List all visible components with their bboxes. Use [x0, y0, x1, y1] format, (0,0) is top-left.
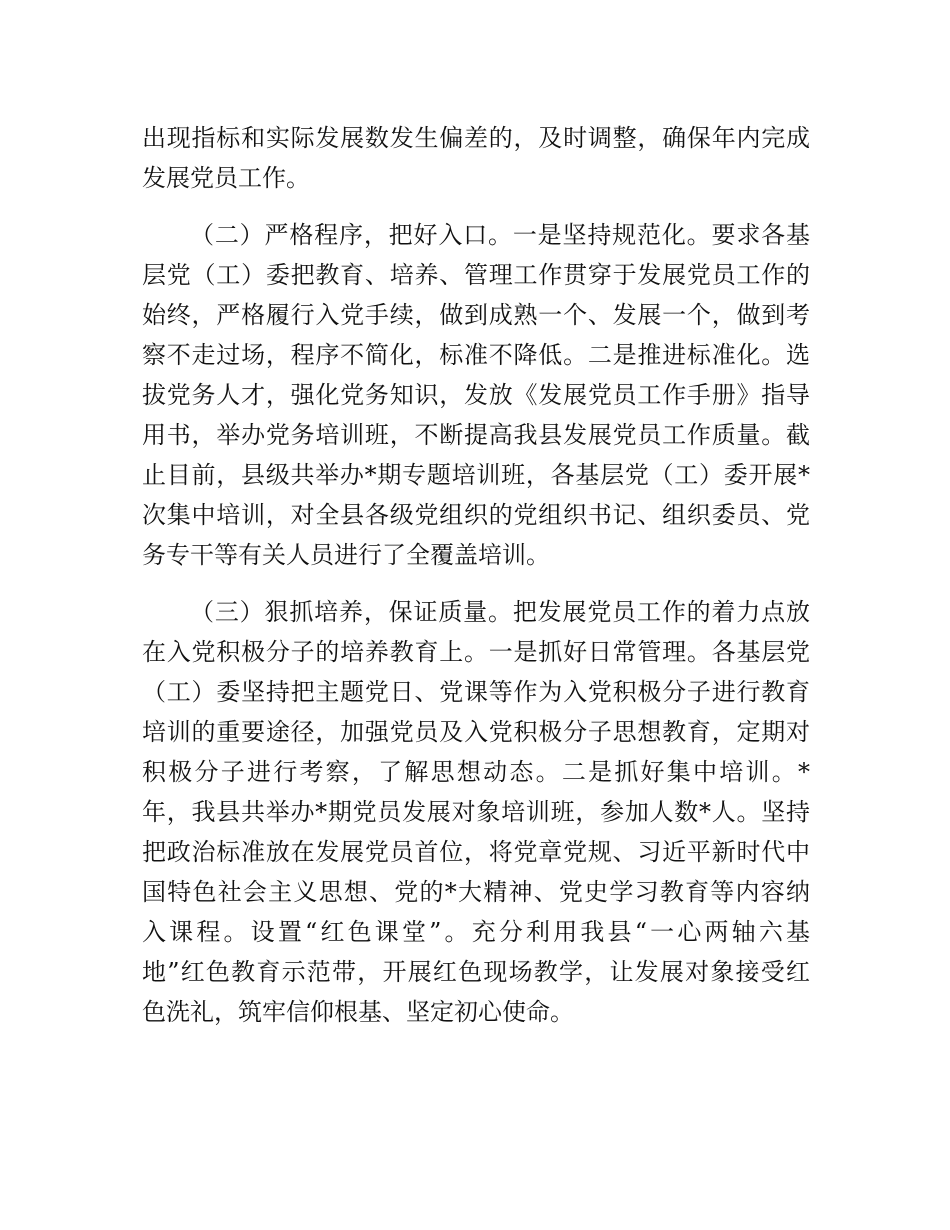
text-line: （二）严格程序，把好入口。一是坚持规范化。要求各基 — [190, 221, 810, 249]
paragraph-section-3 — [142, 592, 810, 1032]
text-line: 积极分子进行考察，了解思想动态。二是抓好集中培训。* — [142, 758, 810, 786]
text-line: 色洗礼，筑牢信仰根基、坚定初心使命。 — [142, 998, 574, 1026]
text-line: 培训的重要途径，加强党员及入党积极分子思想教育，定期对 — [142, 718, 810, 746]
text-line: 始终，严格履行入党手续，做到成熟一个、发展一个，做到考 — [142, 301, 810, 329]
paragraph-continuation — [142, 118, 810, 198]
text-line: （三）狠抓培养，保证质量。把发展党员工作的着力点放 — [190, 598, 810, 626]
text-line: 国特色社会主义思想、党的*大精神、党史学习教育等内容纳 — [142, 878, 810, 906]
text-line: 用书，举办党务培训班，不断提高我县发展党员工作质量。截 — [142, 421, 810, 449]
document-page — [142, 118, 810, 1032]
text-line: 务专干等有关人员进行了全覆盖培训。 — [142, 541, 550, 569]
text-line: 察不走过场，程序不简化，标准不降低。二是推进标准化。选 — [142, 341, 810, 369]
paragraph-section-2 — [142, 215, 810, 575]
text-line: 把政治标准放在发展党员首位，将党章党规、习近平新时代中 — [142, 838, 810, 866]
text-line: 次集中培训，对全县各级党组织的党组织书记、组织委员、党 — [142, 501, 810, 529]
text-line: 地”红色教育示范带，开展红色现场教学，让发展对象接受红 — [142, 958, 810, 986]
text-line: 入课程。设置“红色课堂”。充分利用我县“一心两轴六基 — [142, 918, 810, 946]
text-line: 发展党员工作。 — [142, 164, 310, 192]
text-line: 止目前，县级共举办*期专题培训班，各基层党（工）委开展* — [142, 461, 810, 489]
text-line: （工）委坚持把主题党日、党课等作为入党积极分子进行教育 — [142, 678, 810, 706]
text-line: 出现指标和实际发展数发生偏差的，及时调整，确保年内完成 — [142, 124, 810, 152]
text-line: 在入党积极分子的培养教育上。一是抓好日常管理。各基层党 — [142, 638, 810, 666]
text-line: 拔党务人才，强化党务知识，发放《发展党员工作手册》指导 — [142, 381, 810, 409]
text-line: 年，我县共举办*期党员发展对象培训班，参加人数*人。坚持 — [142, 798, 810, 826]
text-line: 层党（工）委把教育、培养、管理工作贯穿于发展党员工作的 — [142, 261, 810, 289]
